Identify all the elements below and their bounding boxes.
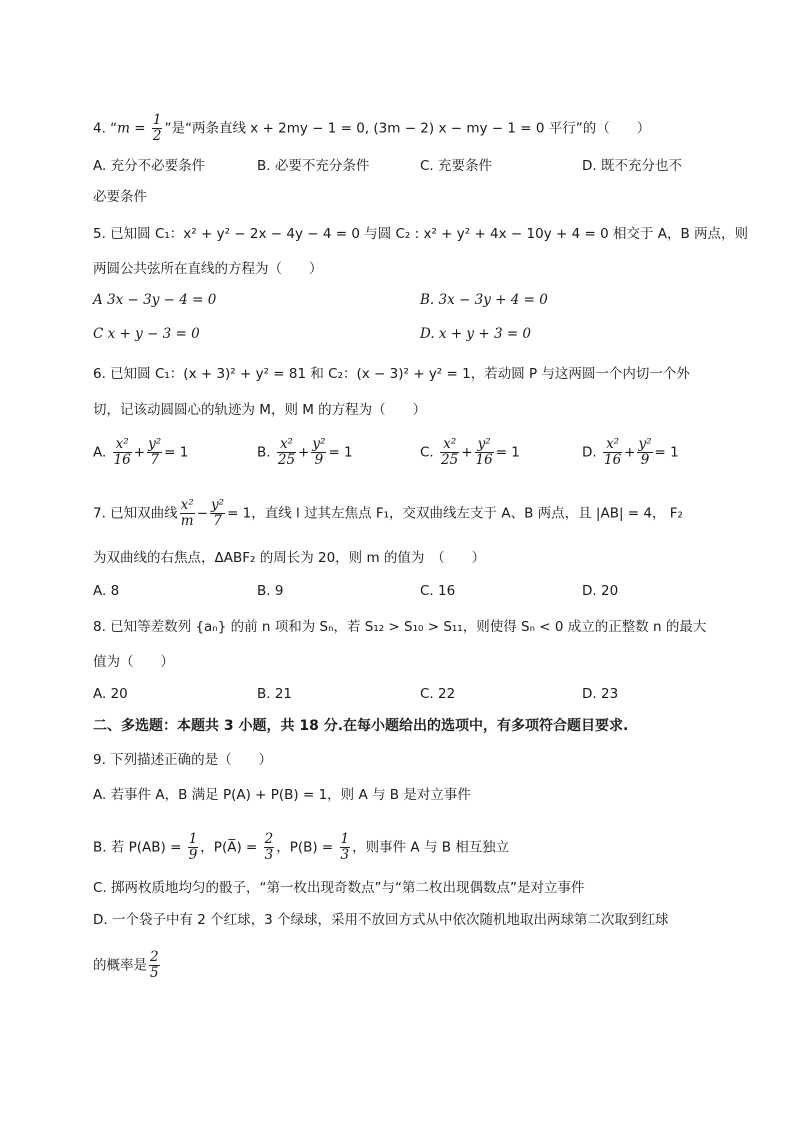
q6-a-f2-den: 7 — [150, 452, 159, 468]
question-6-stem: 6. 已知圆 C₁：(x + 3)² + y² = 81 和 C₂：(x − 3)² + y² = 1，若动圆 P 与这两圆一个内切一个外 — [93, 366, 690, 382]
q9-b-mid2: ，P(B) = — [276, 839, 338, 856]
q9-b-frac3 — [340, 832, 351, 863]
q7-prefix: 7. 已知双曲线 — [93, 505, 178, 522]
q4-frac-num: 1 — [152, 112, 162, 128]
q7-option-b: B. 9 — [257, 583, 284, 599]
q6-a-rhs: = 1 — [164, 444, 189, 461]
q8-option-c: C. 22 — [420, 686, 456, 702]
q6-d-label: D. — [582, 444, 597, 461]
question-5-stem-cont: 两圆公共弦所在直线的方程为（ ） — [93, 261, 323, 277]
q9-b-frac1 — [188, 832, 199, 863]
q9-b-prefix: B. 若 P(AB) = — [93, 839, 186, 856]
question-8-stem: 8. 已知等差数列 {aₙ} 的前 n 项和为 Sₙ，若 S₁₂ > S₁₀ > S₁₁，则使得 Sₙ < 0 成立的正整数 n 的最大 — [93, 619, 707, 635]
question-9-stem: 9. 下列描述正确的是（ ） — [93, 752, 273, 768]
q9-d-num: 2 — [150, 949, 159, 965]
q6-option-a: A. $\frac{\text{x²}}{16}$ + $\frac{\text{y²}}{7}$ = 1 — [93, 436, 189, 468]
question-5-stem: 5. 已知圆 C₁：x² + y² − 2x − 4y − 4 = 0 与圆 C₂ : x² + y² + 4x − 10y + 4 = 0 相交于 A，B 两点，则 — [93, 226, 749, 242]
q6-a-frac1 — [113, 437, 132, 468]
q7-frac1 — [180, 498, 195, 529]
q6-d-rhs: = 1 — [654, 444, 679, 461]
q4-option-a: A. 充分不必要条件 — [93, 158, 206, 174]
q6-a-f2-num: y² — [148, 436, 162, 452]
q9-b-f1-num: 1 — [188, 831, 198, 847]
q9-d-frac — [149, 950, 160, 981]
q5-option-a: A 3x − 3y − 4 = 0 — [93, 292, 217, 308]
q9-b-frac2 — [264, 832, 275, 863]
q9-b-mid1: ，P(A̅) = — [200, 839, 262, 856]
q6-a-frac2 — [147, 437, 162, 468]
q6-b-label: B. — [257, 444, 271, 461]
q4-fraction — [152, 113, 163, 144]
q5-option-d: D. x + y + 3 = 0 — [420, 326, 532, 342]
q6-d-frac1 — [603, 437, 622, 468]
q7-f2-den: 7 — [213, 513, 222, 529]
q6-c-f2-num: y² — [475, 437, 494, 453]
q6-d-f2-den: 9 — [640, 452, 650, 468]
q6-d-f1-num: x² — [603, 437, 622, 453]
q6-b-f2-num: y² — [312, 436, 326, 452]
q6-c-label: C. — [420, 444, 434, 461]
q4-option-d-cont: 必要条件 — [93, 189, 147, 205]
q6-d-frac2 — [637, 437, 652, 468]
question-4-stem — [93, 113, 650, 144]
q9-d-den: 5 — [150, 965, 159, 981]
q6-option-c: C. $\frac{\text{x²}}{25}$ + $\frac{\text{y²}}{16}$ = 1 — [420, 436, 520, 468]
q6-c-frac2 — [475, 437, 494, 468]
q7-f2-num: y² — [211, 497, 225, 513]
q8-option-d: D. 23 — [582, 686, 619, 702]
q4-option-b: B. 必要不充分条件 — [257, 158, 370, 174]
section-2-heading: 二、多选题：本题共 3 小题，共 18 分.在每小题给出的选项中，有多项符合题目要求. — [93, 718, 629, 734]
q6-a-f1-num: x² — [113, 437, 132, 453]
q6-c-f1-den: 25 — [441, 452, 459, 468]
q9-b-f2-den: 3 — [264, 847, 274, 863]
q8-option-b: B. 21 — [257, 686, 293, 702]
question-6-stem-cont: 切，记该动圆圆心的轨迹为 M，则 M 的方程为（ ） — [93, 402, 427, 418]
q7-rest: = 1，直线 l 过其左焦点 F₁，交双曲线左支于 A、B 两点，且 |AB| = 4， F₂ — [227, 505, 683, 522]
q6-b-f1-den: 25 — [277, 452, 296, 468]
q9-b-f1-den: 9 — [188, 847, 198, 863]
q6-c-frac1 — [440, 437, 459, 468]
q6-b-f2-den: 9 — [314, 452, 324, 468]
q6-a-f1-den: 16 — [113, 452, 131, 468]
question-8-stem-cont: 值为（ ） — [93, 654, 174, 670]
q9-option-d-cont — [93, 950, 162, 981]
q5-option-c: C x + y − 3 = 0 — [93, 326, 200, 342]
q9-b-post: ，则事件 A 与 B 相互独立 — [352, 839, 510, 856]
q6-c-f2-den: 16 — [475, 452, 493, 468]
q9-option-c: C. 掷两枚质地均匀的骰子，“第一枚出现奇数点”与“第二枚出现偶数点”是对立事件 — [93, 880, 585, 896]
q8-option-a: A. 20 — [93, 686, 128, 702]
q7-option-d: D. 20 — [582, 583, 619, 599]
question-7-stem-cont: 为双曲线的右焦点，ΔABF₂ 的周长为 20，则 m 的值为 （ ） — [93, 550, 486, 566]
q9-d-cont-text: 的概率是 — [93, 957, 147, 974]
q4-statement: ”是“两条直线 x + 2my − 1 = 0, (3m − 2) x − my − 1 = 0 平行”的（ ） — [164, 120, 651, 137]
q6-c-f1-num: x² — [440, 437, 459, 453]
q6-b-f1-num: x² — [277, 437, 296, 453]
q9-b-f3-num: 1 — [340, 831, 350, 847]
q6-b-frac2 — [311, 437, 326, 468]
q4-frac-den: 2 — [152, 128, 162, 144]
q6-option-b: B. $\frac{\text{x²}}{25}$ + $\frac{\text{y²}}{9}$ = 1 — [257, 436, 353, 468]
q9-b-f3-den: 3 — [340, 847, 350, 863]
q7-f1-num: x² — [180, 497, 194, 513]
q9-option-a: A. 若事件 A，B 满足 P(A) + P(B) = 1，则 A 与 B 是对立事件 — [93, 787, 471, 803]
q7-option-a: A. 8 — [93, 583, 120, 599]
q9-b-f2-num: 2 — [264, 831, 274, 847]
q4-option-d: D. 既不充分也不 — [582, 158, 682, 174]
q6-d-f1-den: 16 — [603, 452, 622, 468]
q7-option-c: C. 16 — [420, 583, 456, 599]
q4-option-c: C. 充要条件 — [420, 158, 493, 174]
q4-condition: m = — [117, 120, 150, 137]
q5-option-b: B. 3x − 3y + 4 = 0 — [420, 292, 548, 308]
q6-c-rhs: = 1 — [495, 444, 520, 461]
q7-frac2 — [210, 498, 225, 529]
q7-f1-den: m — [180, 513, 194, 529]
q6-option-d: D. $\frac{\text{x²}}{16}$ + $\frac{\text{y²}}{9}$ = 1 — [582, 436, 679, 468]
question-7-stem: 7. 已知双曲线 $\frac{\text{x²}}{m}$ − $\frac{\text{y²}}{7}$ = 1，直线 l 过其左焦点 F₁，交双曲线左支于 A、B 两点，且 |AB| = 4， F₂ — [93, 497, 683, 529]
q6-a-label: A. — [93, 444, 107, 461]
q4-prefix: 4. “ — [93, 120, 118, 137]
q9-option-d: D. 一个袋子中有 2 个红球，3 个绿球，采用不放回方式从中依次随机地取出两球第二次取到红球 — [93, 912, 669, 928]
q6-b-frac1 — [277, 437, 296, 468]
q9-option-b — [93, 832, 509, 863]
q6-b-rhs: = 1 — [328, 444, 353, 461]
q6-d-f2-num: y² — [638, 436, 652, 452]
